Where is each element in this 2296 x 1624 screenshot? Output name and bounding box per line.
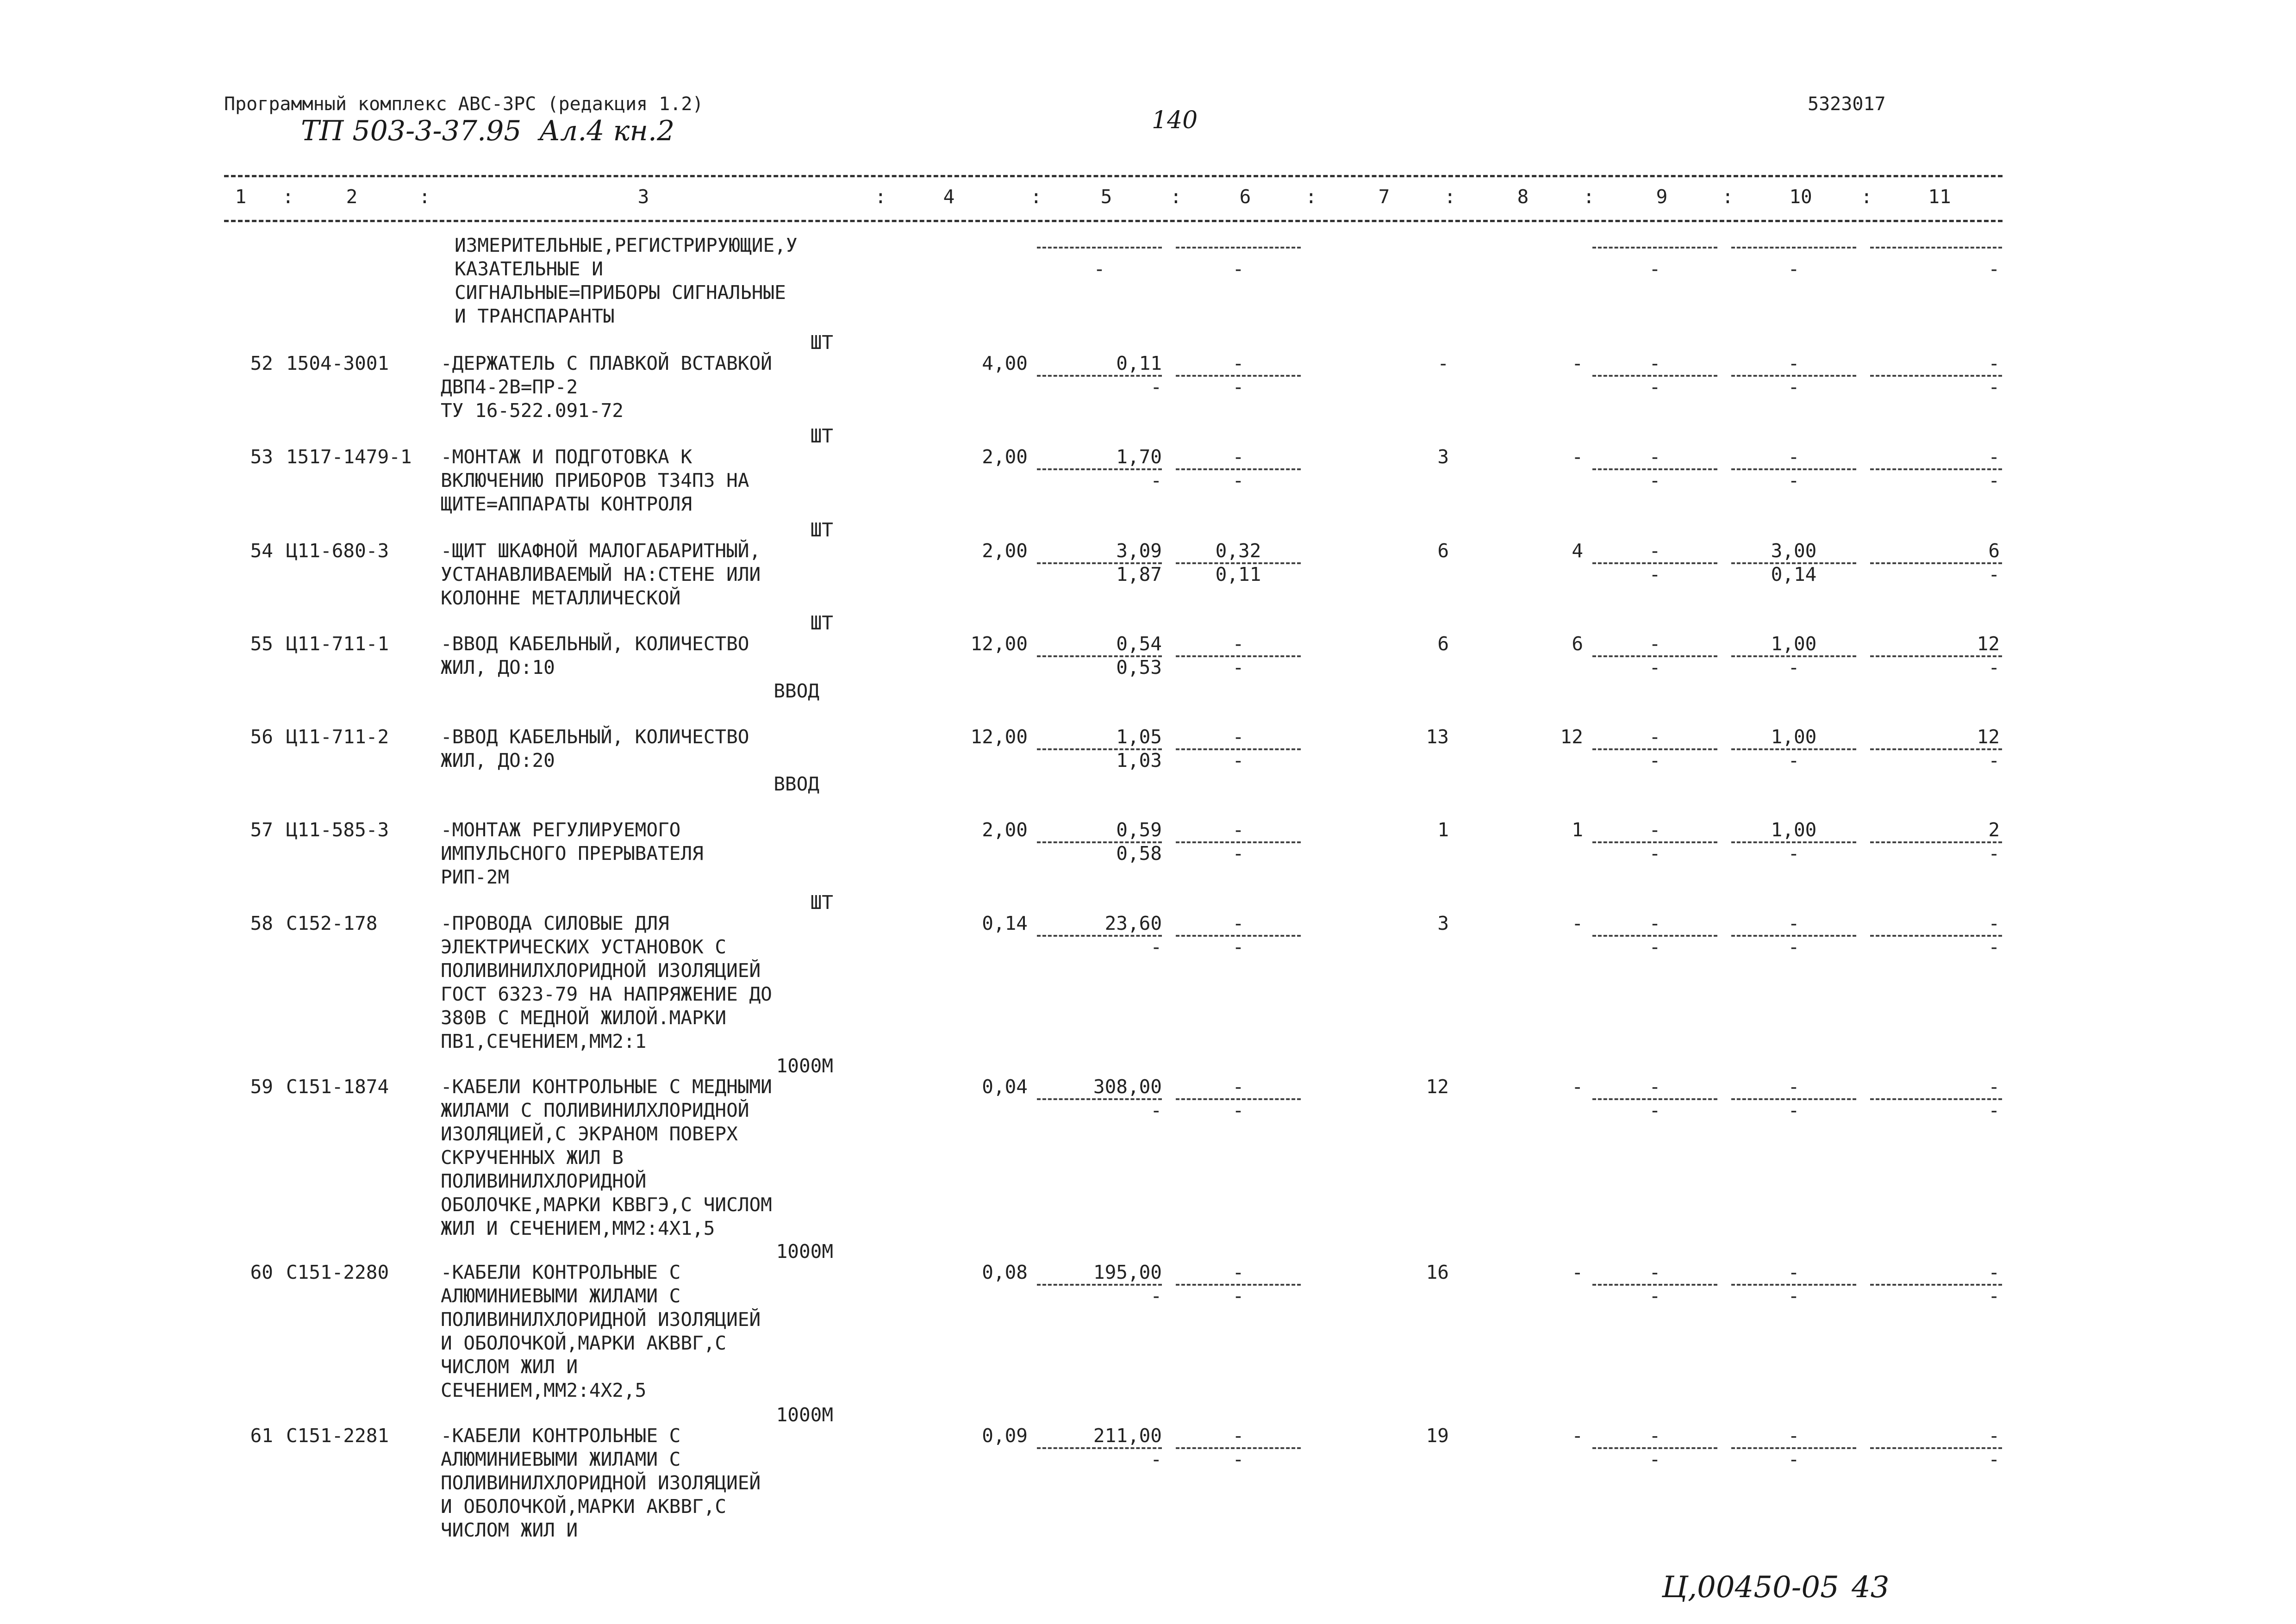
- cell-c5-lower: -: [1150, 469, 1162, 492]
- cell-c9-lower: -: [1649, 842, 1661, 865]
- cell-c5-lower: 0,53: [1116, 656, 1162, 678]
- row-description-line: -КАБЕЛИ КОНТРОЛЬНЫЕ С: [441, 1425, 681, 1447]
- row-description-line: -КАБЕЛИ КОНТРОЛЬНЫЕ С МЕДНЫМИ: [441, 1076, 772, 1098]
- cell-c11-lower: -: [1988, 376, 2000, 398]
- cell-c10-value: -: [1788, 446, 1800, 468]
- quantity-value: 0,14: [982, 912, 1028, 934]
- row-description-line: -ВВОД КАБЕЛЬНЫЙ, КОЛИЧЕСТВО: [441, 726, 749, 748]
- cell-c6-lower: -: [1232, 1448, 1244, 1470]
- cell-c5-value: 3,09: [1116, 540, 1162, 562]
- continuation-desc-line: ИЗМЕРИТЕЛЬНЫЕ,РЕГИСТРИРУЮЩИЕ,У: [455, 234, 798, 256]
- cell-c10-lower: -: [1788, 656, 1800, 678]
- unit-label: ШТ: [810, 612, 833, 634]
- cell-c6-lower: -: [1232, 842, 1244, 865]
- cell-c5-lower: 1,87: [1116, 563, 1162, 585]
- row-description-line: УСТАНАВЛИВАЕМЫЙ НА:СТЕНЕ ИЛИ: [441, 563, 761, 585]
- cell-c5-value: 0,59: [1116, 819, 1162, 841]
- cell-c9-value: -: [1649, 633, 1661, 655]
- row-number: 55: [250, 633, 273, 655]
- row-description-line: ЧИСЛОМ ЖИЛ И: [441, 1519, 578, 1541]
- quantity-value: 2,00: [982, 819, 1028, 841]
- cell-c5-lower: 1,03: [1116, 749, 1162, 772]
- cell-c9-lower: -: [1649, 1285, 1661, 1307]
- column-separator: :: [282, 186, 294, 208]
- row-description-line: СКРУЧЕННЫХ ЖИЛ В: [441, 1146, 624, 1169]
- cell-c9-lower: -: [1649, 563, 1661, 585]
- cell-c5-value: 0,54: [1116, 633, 1162, 655]
- row-description-line: СЕЧЕНИЕМ,ММ2:4Х2,5: [441, 1379, 647, 1401]
- cell-c7-value: 3: [1437, 912, 1449, 934]
- continuation-desc-line: СИГНАЛЬНЫЕ=ПРИБОРЫ СИГНАЛЬНЫЕ: [455, 281, 786, 304]
- cell-c10-lower: -: [1788, 469, 1800, 492]
- column-header-2: 2: [346, 186, 358, 208]
- continuation-c5-lower: -: [1093, 258, 1105, 280]
- cell-c5-lower: -: [1150, 936, 1162, 958]
- unit-label: ВВОД: [774, 773, 819, 795]
- row-description-line: ПОЛИВИНИЛХЛОРИДНОЙ ИЗОЛЯЦИЕЙ: [441, 1472, 761, 1494]
- unit-label: ШТ: [810, 891, 833, 914]
- cell-c9-value: -: [1649, 1425, 1661, 1447]
- row-number: 52: [250, 352, 273, 374]
- program-title: Программный комплекс АВС-3РС (редакция 1.2): [224, 93, 704, 115]
- continuation-c11-rule: [1870, 247, 2002, 249]
- row-description-line: -ЩИТ ШКАФНОЙ МАЛОГАБАРИТНЫЙ,: [441, 540, 761, 562]
- cell-c7-value: 1: [1437, 819, 1449, 841]
- cell-c8-value: -: [1572, 352, 1583, 374]
- cell-c11-value: -: [1988, 1076, 2000, 1098]
- continuation-c5-rule: [1037, 247, 1162, 249]
- cell-c8-value: 12: [1560, 726, 1583, 748]
- cell-c6-lower: -: [1232, 1099, 1244, 1121]
- row-description-line: ОБОЛОЧКЕ,МАРКИ КВВГЭ,С ЧИСЛОМ: [441, 1194, 772, 1216]
- row-description-line: РИП-2М: [441, 866, 510, 888]
- cell-c6-value: 0,32: [1215, 540, 1261, 562]
- cell-c11-lower: -: [1988, 563, 2000, 585]
- cell-c5-lower: -: [1150, 376, 1162, 398]
- cell-c5-value: 23,60: [1104, 912, 1162, 934]
- row-description-line: ТУ 16-522.091-72: [441, 399, 624, 422]
- cell-c6-value: -: [1232, 633, 1244, 655]
- column-header-8: 8: [1517, 186, 1529, 208]
- quantity-value: 12,00: [970, 726, 1028, 748]
- cell-c7-value: -: [1437, 352, 1449, 374]
- row-description-line: ЩИТЕ=АППАРАТЫ КОНТРОЛЯ: [441, 493, 693, 515]
- cell-c11-value: -: [1988, 352, 2000, 374]
- row-number: 54: [250, 540, 273, 562]
- column-header-3: 3: [637, 186, 649, 208]
- estimate-code: Ц11-711-1: [286, 633, 389, 655]
- cell-c10-value: 1,00: [1771, 819, 1817, 841]
- cell-c7-value: 12: [1426, 1076, 1449, 1098]
- cell-c10-lower: -: [1788, 842, 1800, 865]
- document-code: 5323017: [1808, 93, 1886, 115]
- column-separator: :: [1861, 186, 1872, 208]
- quantity-value: 2,00: [982, 540, 1028, 562]
- quantity-value: 4,00: [982, 352, 1028, 374]
- cell-c7-value: 16: [1426, 1261, 1449, 1283]
- row-description-line: ЖИЛ, ДО:20: [441, 749, 555, 772]
- continuation-c9-lower: -: [1649, 258, 1661, 280]
- column-header-1: 1: [235, 186, 247, 208]
- row-description-line: -КАБЕЛИ КОНТРОЛЬНЫЕ С: [441, 1261, 681, 1283]
- cell-c5-value: 211,00: [1093, 1425, 1162, 1447]
- row-description-line: ИМПУЛЬСНОГО ПРЕРЫВАТЕЛЯ: [441, 842, 704, 865]
- row-description-line: ИЗОЛЯЦИЕЙ,С ЭКРАНОМ ПОВЕРХ: [441, 1123, 738, 1145]
- row-description-line: ПОЛИВИНИЛХЛОРИДНОЙ: [441, 1170, 647, 1192]
- estimate-code: С151-1874: [286, 1076, 389, 1098]
- continuation-c10-lower: -: [1788, 258, 1800, 280]
- cell-c11-value: 12: [1977, 726, 2000, 748]
- cell-c8-value: 4: [1572, 540, 1583, 562]
- cell-c6-lower: -: [1232, 469, 1244, 492]
- continuation-c10-rule: [1731, 247, 1856, 249]
- row-description-line: И ОБОЛОЧКОЙ,МАРКИ АКВВГ,С: [441, 1332, 727, 1354]
- row-number: 58: [250, 912, 273, 934]
- cell-c9-value: -: [1649, 540, 1661, 562]
- column-separator: :: [875, 186, 886, 208]
- cell-c9-lower: -: [1649, 749, 1661, 772]
- unit-label: 1000М: [776, 1240, 833, 1263]
- row-description-line: -ПРОВОДА СИЛОВЫЕ ДЛЯ: [441, 912, 669, 934]
- cell-c8-value: -: [1572, 1076, 1583, 1098]
- cell-c6-lower: -: [1232, 376, 1244, 398]
- cell-c6-value: -: [1232, 726, 1244, 748]
- cell-c11-value: 12: [1977, 633, 2000, 655]
- cell-c10-value: 1,00: [1771, 633, 1817, 655]
- row-description-line: ВКЛЮЧЕНИЮ ПРИБОРОВ Т34П3 НА: [441, 469, 749, 492]
- cell-c10-lower: -: [1788, 1448, 1800, 1470]
- header-rule-top: [224, 175, 2003, 177]
- cell-c5-lower: -: [1150, 1448, 1162, 1470]
- cell-c8-value: 1: [1572, 819, 1583, 841]
- row-description-line: АЛЮМИНИЕВЫМИ ЖИЛАМИ С: [441, 1448, 681, 1470]
- row-number: 60: [250, 1261, 273, 1283]
- row-number: 53: [250, 446, 273, 468]
- cell-c8-value: -: [1572, 1425, 1583, 1447]
- column-separator: :: [419, 186, 430, 208]
- row-number: 59: [250, 1076, 273, 1098]
- column-separator: :: [1305, 186, 1317, 208]
- cell-c9-value: -: [1649, 352, 1661, 374]
- estimate-code: Ц11-585-3: [286, 819, 389, 841]
- cell-c11-value: 6: [1988, 540, 2000, 562]
- unit-label: ВВОД: [774, 680, 819, 702]
- cell-c6-value: -: [1232, 352, 1244, 374]
- quantity-value: 2,00: [982, 446, 1028, 468]
- row-description-line: -МОНТАЖ РЕГУЛИРУЕМОГО: [441, 819, 681, 841]
- row-description-line: ЖИЛ, ДО:10: [441, 656, 555, 678]
- continuation-c6-lower: -: [1232, 258, 1244, 280]
- continuation-desc-line: КАЗАТЕЛЬНЫЕ И: [455, 258, 603, 280]
- cell-c9-value: -: [1649, 912, 1661, 934]
- cell-c11-lower: -: [1988, 1448, 2000, 1470]
- cell-c11-lower: -: [1988, 469, 2000, 492]
- column-separator: :: [1444, 186, 1456, 208]
- estimate-code: 1517-1479-1: [286, 446, 412, 468]
- page-number: 140: [1152, 106, 1198, 134]
- cell-c11-value: -: [1988, 1425, 2000, 1447]
- cell-c6-value: -: [1232, 1076, 1244, 1098]
- row-description-line: ЖИЛАМИ С ПОЛИВИНИЛХЛОРИДНОЙ: [441, 1099, 749, 1121]
- row-description-line: КОЛОННЕ МЕТАЛЛИЧЕСКОЙ: [441, 587, 681, 609]
- cell-c11-lower: -: [1988, 1099, 2000, 1121]
- row-number: 56: [250, 726, 273, 748]
- row-number: 57: [250, 819, 273, 841]
- cell-c6-value: -: [1232, 1425, 1244, 1447]
- cell-c10-value: 3,00: [1771, 540, 1817, 562]
- continuation-c9-rule: [1592, 247, 1717, 249]
- unit-label: ШТ: [810, 425, 833, 447]
- cell-c6-lower: -: [1232, 749, 1244, 772]
- cell-c6-value: -: [1232, 1261, 1244, 1283]
- cell-c6-lower: -: [1232, 1285, 1244, 1307]
- cell-c10-value: 1,00: [1771, 726, 1817, 748]
- column-header-6: 6: [1239, 186, 1251, 208]
- quantity-value: 0,04: [982, 1076, 1028, 1098]
- cell-c8-value: 6: [1572, 633, 1583, 655]
- cell-c7-value: 6: [1437, 633, 1449, 655]
- cell-c9-lower: -: [1649, 936, 1661, 958]
- row-description-line: ЭЛЕКТРИЧЕСКИХ УСТАНОВОК С: [441, 936, 727, 958]
- cell-c9-lower: -: [1649, 469, 1661, 492]
- column-separator: :: [1170, 186, 1182, 208]
- cell-c9-lower: -: [1649, 376, 1661, 398]
- cell-c5-value: 308,00: [1093, 1076, 1162, 1098]
- archive-stamp: Ц,00450-05: [1662, 1570, 1839, 1605]
- row-description-line: ЧИСЛОМ ЖИЛ И: [441, 1356, 578, 1378]
- column-header-9: 9: [1656, 186, 1668, 208]
- estimate-code: Ц11-711-2: [286, 726, 389, 748]
- unit-label: ШТ: [810, 331, 833, 354]
- cell-c11-lower: -: [1988, 656, 2000, 678]
- cell-c8-value: -: [1572, 912, 1583, 934]
- cell-c8-value: -: [1572, 446, 1583, 468]
- cell-c10-lower: 0,14: [1771, 563, 1817, 585]
- cell-c10-lower: -: [1788, 1285, 1800, 1307]
- column-header-10: 10: [1789, 186, 1812, 208]
- column-separator: :: [1030, 186, 1042, 208]
- cell-c5-lower: 0,58: [1116, 842, 1162, 865]
- cell-c10-value: -: [1788, 1076, 1800, 1098]
- cell-c10-value: -: [1788, 1261, 1800, 1283]
- column-separator: :: [1583, 186, 1595, 208]
- cell-c10-lower: -: [1788, 749, 1800, 772]
- cell-c6-value: -: [1232, 912, 1244, 934]
- unit-label: 1000М: [776, 1055, 833, 1077]
- cell-c10-lower: -: [1788, 376, 1800, 398]
- cell-c7-value: 13: [1426, 726, 1449, 748]
- estimate-code: С151-2281: [286, 1425, 389, 1447]
- cell-c7-value: 19: [1426, 1425, 1449, 1447]
- cell-c6-value: -: [1232, 446, 1244, 468]
- row-description-line: -МОНТАЖ И ПОДГОТОВКА К: [441, 446, 693, 468]
- column-header-7: 7: [1378, 186, 1390, 208]
- cell-c6-lower: -: [1232, 656, 1244, 678]
- cell-c5-value: 0,11: [1116, 352, 1162, 374]
- column-header-4: 4: [943, 186, 955, 208]
- row-description-line: ГОСТ 6323-79 НА НАПРЯЖЕНИЕ ДО: [441, 983, 772, 1005]
- header-rule-bottom: [224, 220, 2003, 222]
- cell-c10-value: -: [1788, 912, 1800, 934]
- cell-c9-lower: -: [1649, 656, 1661, 678]
- quantity-value: 0,08: [982, 1261, 1028, 1283]
- estimate-code: С151-2280: [286, 1261, 389, 1283]
- cell-c9-lower: -: [1649, 1448, 1661, 1470]
- cell-c11-value: -: [1988, 1261, 2000, 1283]
- row-description-line: ДВП4-2В=ПР-2: [441, 376, 578, 398]
- quantity-value: 12,00: [970, 633, 1028, 655]
- row-description-line: ПВ1,СЕЧЕНИЕМ,ММ2:1: [441, 1030, 647, 1052]
- cell-c7-value: 6: [1437, 540, 1449, 562]
- estimate-code: 1504-3001: [286, 352, 389, 374]
- quantity-value: 0,09: [982, 1425, 1028, 1447]
- row-description-line: АЛЮМИНИЕВЫМИ ЖИЛАМИ С: [441, 1285, 681, 1307]
- row-description-line: ПОЛИВИНИЛХЛОРИДНОЙ ИЗОЛЯЦИЕЙ: [441, 1308, 761, 1331]
- handwritten-reference: ТП 503-3-37.95 Ал.4 кн.2: [301, 115, 675, 147]
- sheet-number: 43: [1852, 1570, 1890, 1605]
- cell-c10-lower: -: [1788, 1099, 1800, 1121]
- cell-c10-value: -: [1788, 1425, 1800, 1447]
- cell-c9-lower: -: [1649, 1099, 1661, 1121]
- continuation-c6-rule: [1176, 247, 1301, 249]
- cell-c11-lower: -: [1988, 1285, 2000, 1307]
- cell-c5-value: 1,70: [1116, 446, 1162, 468]
- cell-c11-lower: -: [1988, 842, 2000, 865]
- row-description-line: -ВВОД КАБЕЛЬНЫЙ, КОЛИЧЕСТВО: [441, 633, 749, 655]
- row-description-line: И ОБОЛОЧКОЙ,МАРКИ АКВВГ,С: [441, 1495, 727, 1518]
- cell-c11-lower: -: [1988, 749, 2000, 772]
- cell-c9-value: -: [1649, 446, 1661, 468]
- cell-c5-lower: -: [1150, 1285, 1162, 1307]
- cell-c9-value: -: [1649, 726, 1661, 748]
- estimate-code: Ц11-680-3: [286, 540, 389, 562]
- cell-c6-lower: -: [1232, 936, 1244, 958]
- cell-c9-value: -: [1649, 1076, 1661, 1098]
- cell-c5-value: 1,05: [1116, 726, 1162, 748]
- cell-c7-value: 3: [1437, 446, 1449, 468]
- cell-c9-value: -: [1649, 819, 1661, 841]
- cell-c5-value: 195,00: [1093, 1261, 1162, 1283]
- row-description-line: ПОЛИВИНИЛХЛОРИДНОЙ ИЗОЛЯЦИЕЙ: [441, 959, 761, 982]
- column-header-5: 5: [1100, 186, 1112, 208]
- column-header-11: 11: [1928, 186, 1951, 208]
- cell-c11-value: -: [1988, 446, 2000, 468]
- cell-c9-value: -: [1649, 1261, 1661, 1283]
- unit-label: 1000М: [776, 1404, 833, 1426]
- unit-label: ШТ: [810, 519, 833, 541]
- estimate-code: С152-178: [286, 912, 378, 934]
- cell-c8-value: -: [1572, 1261, 1583, 1283]
- cell-c11-value: -: [1988, 912, 2000, 934]
- cell-c6-lower: 0,11: [1215, 563, 1261, 585]
- row-description-line: 380В С МЕДНОЙ ЖИЛОЙ.МАРКИ: [441, 1007, 727, 1029]
- cell-c5-lower: -: [1150, 1099, 1162, 1121]
- column-separator: :: [1722, 186, 1734, 208]
- row-number: 61: [250, 1425, 273, 1447]
- cell-c11-lower: -: [1988, 936, 2000, 958]
- row-description-line: -ДЕРЖАТЕЛЬ С ПЛАВКОЙ ВСТАВКОЙ: [441, 352, 772, 374]
- cell-c10-value: -: [1788, 352, 1800, 374]
- continuation-c11-lower: -: [1988, 258, 2000, 280]
- cell-c6-value: -: [1232, 819, 1244, 841]
- row-description-line: ЖИЛ И СЕЧЕНИЕМ,ММ2:4Х1,5: [441, 1217, 715, 1239]
- cell-c10-lower: -: [1788, 936, 1800, 958]
- continuation-desc-line: И ТРАНСПАРАНТЫ: [455, 305, 615, 327]
- cell-c11-value: 2: [1988, 819, 2000, 841]
